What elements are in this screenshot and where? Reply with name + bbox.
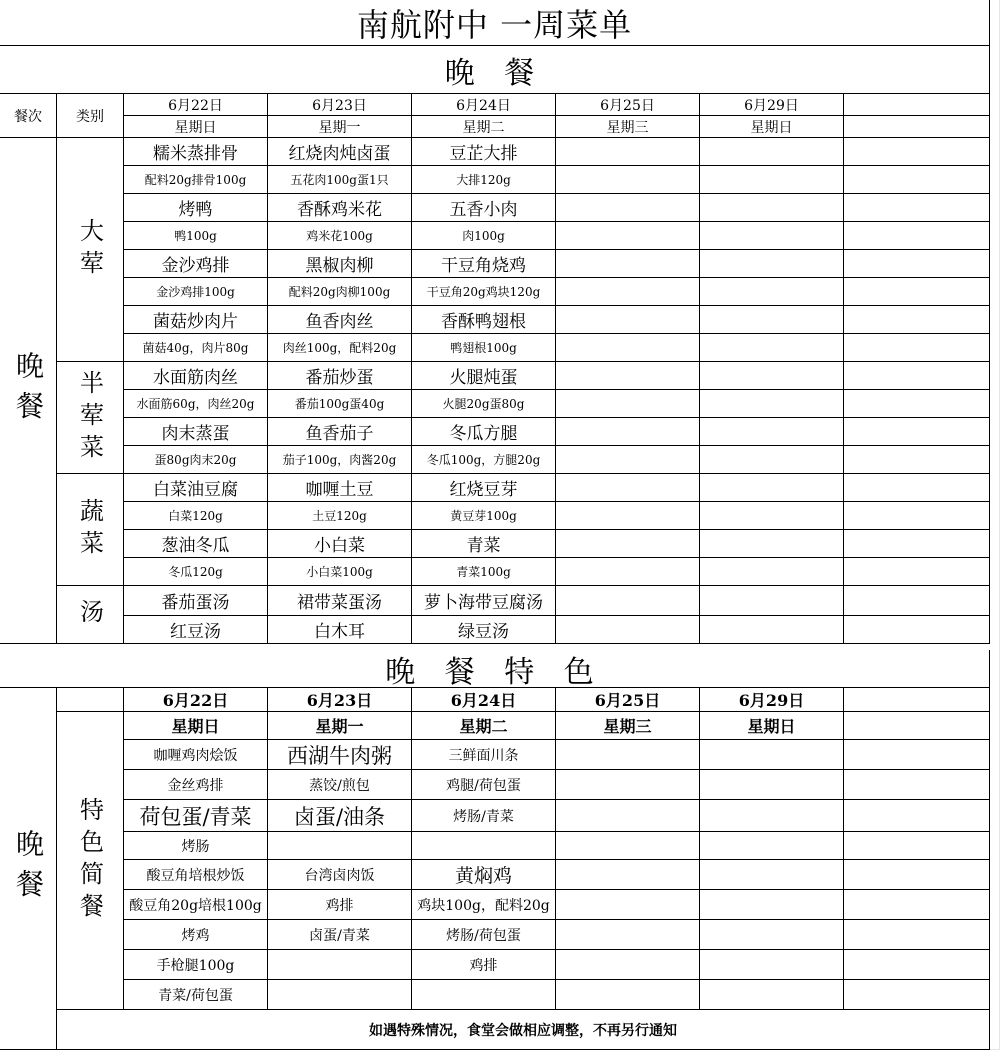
dish-detail: 金沙鸡排100g xyxy=(124,278,268,306)
empty-cell xyxy=(700,890,844,920)
section-title-special: 晚 餐 特 色 xyxy=(0,650,990,688)
empty-cell xyxy=(844,166,990,194)
category-label: 蔬菜 xyxy=(57,474,124,586)
dish-name: 番茄蛋汤 xyxy=(124,586,268,616)
dish-name: 白菜油豆腐 xyxy=(124,474,268,502)
empty-cell xyxy=(700,278,844,306)
empty-cell xyxy=(844,362,990,390)
header-date: 6月29日 xyxy=(700,94,844,116)
meal-label-dinner: 晚餐 xyxy=(0,138,57,644)
empty-cell xyxy=(844,278,990,306)
dish-name: 红豆汤 xyxy=(124,616,268,644)
dish-detail: 冬瓜100g，方腿20g xyxy=(412,446,556,474)
empty-cell xyxy=(700,138,844,166)
header-date: 6月25日 xyxy=(556,94,700,116)
special-dish: 鸡排 xyxy=(268,890,412,920)
empty-cell xyxy=(844,616,990,644)
dish-name: 金沙鸡排 xyxy=(124,250,268,278)
empty-cell xyxy=(990,0,1000,1050)
empty-cell xyxy=(700,950,844,980)
empty-cell xyxy=(700,586,844,616)
empty-cell xyxy=(844,446,990,474)
empty-cell xyxy=(844,116,990,138)
empty-cell xyxy=(556,362,700,390)
empty-cell xyxy=(844,860,990,890)
empty-cell xyxy=(700,502,844,530)
empty-cell xyxy=(700,616,844,644)
dish-name: 冬瓜方腿 xyxy=(412,418,556,446)
empty-cell xyxy=(700,860,844,890)
empty-cell xyxy=(700,770,844,800)
header-category: 类别 xyxy=(57,94,124,138)
empty-cell xyxy=(844,920,990,950)
special-dish: 酸豆角培根炒饭 xyxy=(124,860,268,890)
empty-cell xyxy=(844,194,990,222)
empty-cell xyxy=(844,586,990,616)
dish-name: 绿豆汤 xyxy=(412,616,556,644)
dish-name: 咖喱土豆 xyxy=(268,474,412,502)
dish-detail: 鸭翅根100g xyxy=(412,334,556,362)
empty-cell xyxy=(556,194,700,222)
header-weekday: 星期二 xyxy=(412,116,556,138)
empty-cell xyxy=(556,138,700,166)
special-dish: 烤肠/荷包蛋 xyxy=(412,920,556,950)
header-weekday: 星期日 xyxy=(700,116,844,138)
dish-name: 香酥鸡米花 xyxy=(268,194,412,222)
header-date: 6月24日 xyxy=(412,94,556,116)
empty-cell xyxy=(268,832,412,860)
empty-cell xyxy=(556,418,700,446)
special-dish: 咖喱鸡肉烩饭 xyxy=(124,740,268,770)
meal-label-special: 晚餐 xyxy=(0,688,57,1050)
empty-cell xyxy=(556,740,700,770)
special-weekday: 星期日 xyxy=(700,712,844,740)
empty-cell xyxy=(556,250,700,278)
special-dish: 烤肠 xyxy=(124,832,268,860)
special-dish: 卤蛋/青菜 xyxy=(268,920,412,950)
category-label: 大荤 xyxy=(57,138,124,362)
special-date: 6月22日 xyxy=(124,688,268,712)
dish-name: 鱼香茄子 xyxy=(268,418,412,446)
empty-cell xyxy=(700,166,844,194)
empty-cell xyxy=(700,558,844,586)
dish-detail: 五花肉100g蛋1只 xyxy=(268,166,412,194)
empty-cell xyxy=(556,800,700,832)
empty-cell xyxy=(556,306,700,334)
empty-cell xyxy=(700,194,844,222)
special-dish: 青菜/荷包蛋 xyxy=(124,980,268,1010)
dish-name: 豆芷大排 xyxy=(412,138,556,166)
special-weekday: 星期一 xyxy=(268,712,412,740)
empty-cell xyxy=(700,474,844,502)
special-date: 6月23日 xyxy=(268,688,412,712)
category-label: 半荤菜 xyxy=(57,362,124,474)
special-dish: 卤蛋/油条 xyxy=(268,800,412,832)
dish-name: 水面筋肉丝 xyxy=(124,362,268,390)
dish-name: 干豆角烧鸡 xyxy=(412,250,556,278)
special-date: 6月29日 xyxy=(700,688,844,712)
empty-cell xyxy=(700,222,844,250)
special-dish: 西湖牛肉粥 xyxy=(268,740,412,770)
dish-detail: 鸭100g xyxy=(124,222,268,250)
empty-cell xyxy=(556,390,700,418)
empty-cell xyxy=(844,740,990,770)
empty-cell xyxy=(556,334,700,362)
dish-name: 小白菜 xyxy=(268,530,412,558)
empty-cell xyxy=(556,474,700,502)
dish-name: 烤鸭 xyxy=(124,194,268,222)
dish-detail: 茄子100g，肉酱20g xyxy=(268,446,412,474)
dish-detail: 蛋80g肉末20g xyxy=(124,446,268,474)
empty-cell xyxy=(844,418,990,446)
dish-detail: 黄豆芽100g xyxy=(412,502,556,530)
empty-cell xyxy=(556,166,700,194)
special-weekday: 星期二 xyxy=(412,712,556,740)
special-date: 6月24日 xyxy=(412,688,556,712)
empty-cell xyxy=(700,446,844,474)
empty-cell xyxy=(844,138,990,166)
empty-cell xyxy=(556,890,700,920)
empty-cell xyxy=(844,530,990,558)
empty-cell xyxy=(700,800,844,832)
dish-name: 萝卜海带豆腐汤 xyxy=(412,586,556,616)
dish-detail: 冬瓜120g xyxy=(124,558,268,586)
header-weekday: 星期一 xyxy=(268,116,412,138)
empty-cell xyxy=(700,530,844,558)
empty-cell xyxy=(700,832,844,860)
special-dish: 鸡块100g，配料20g xyxy=(412,890,556,920)
special-weekday: 星期日 xyxy=(124,712,268,740)
empty-cell xyxy=(700,740,844,770)
empty-cell xyxy=(556,980,700,1010)
empty-cell xyxy=(556,502,700,530)
dish-detail: 土豆120g xyxy=(268,502,412,530)
empty-cell xyxy=(844,94,990,116)
empty-cell xyxy=(700,920,844,950)
empty-cell xyxy=(700,362,844,390)
notice-text: 如遇特殊情况，食堂会做相应调整，不再另行通知 xyxy=(57,1010,990,1050)
dish-name: 五香小肉 xyxy=(412,194,556,222)
empty-cell xyxy=(844,390,990,418)
dish-name: 红烧肉炖卤蛋 xyxy=(268,138,412,166)
dish-name: 火腿炖蛋 xyxy=(412,362,556,390)
page-title: 南航附中 一周菜单 xyxy=(0,0,990,46)
dish-detail: 大排120g xyxy=(412,166,556,194)
dish-detail: 菌菇40g，肉片80g xyxy=(124,334,268,362)
empty-cell xyxy=(700,250,844,278)
dish-name: 香酥鸭翅根 xyxy=(412,306,556,334)
dish-detail: 青菜100g xyxy=(412,558,556,586)
special-dish: 金丝鸡排 xyxy=(124,770,268,800)
dish-name: 鱼香肉丝 xyxy=(268,306,412,334)
empty-cell xyxy=(844,222,990,250)
category-label-special: 特色简餐 xyxy=(57,712,124,1010)
dish-detail: 肉100g xyxy=(412,222,556,250)
dish-name: 番茄炒蛋 xyxy=(268,362,412,390)
empty-cell xyxy=(556,920,700,950)
dish-name: 葱油冬瓜 xyxy=(124,530,268,558)
section-title-dinner: 晚 餐 xyxy=(0,46,990,94)
dish-name: 肉末蒸蛋 xyxy=(124,418,268,446)
empty-cell xyxy=(700,418,844,446)
empty-cell xyxy=(844,800,990,832)
special-dish: 台湾卤肉饭 xyxy=(268,860,412,890)
special-dish: 手枪腿100g xyxy=(124,950,268,980)
special-dish: 鸡排 xyxy=(412,950,556,980)
empty-cell xyxy=(844,980,990,1010)
empty-cell xyxy=(844,250,990,278)
special-dish: 荷包蛋/青菜 xyxy=(124,800,268,832)
empty-cell xyxy=(268,950,412,980)
dish-detail: 番茄100g蛋40g xyxy=(268,390,412,418)
empty-cell xyxy=(844,832,990,860)
dish-detail: 水面筋60g，肉丝20g xyxy=(124,390,268,418)
empty-cell xyxy=(556,278,700,306)
empty-cell xyxy=(556,860,700,890)
empty-cell xyxy=(844,558,990,586)
dish-detail: 配料20g肉柳100g xyxy=(268,278,412,306)
special-weekday: 星期三 xyxy=(556,712,700,740)
empty-cell xyxy=(844,770,990,800)
empty-cell xyxy=(844,712,990,740)
dish-detail: 肉丝100g，配料20g xyxy=(268,334,412,362)
special-dish: 鸡腿/荷包蛋 xyxy=(412,770,556,800)
empty-cell xyxy=(57,688,124,712)
dish-detail: 配料20g排骨100g xyxy=(124,166,268,194)
header-weekday: 星期日 xyxy=(124,116,268,138)
empty-cell xyxy=(844,890,990,920)
empty-cell xyxy=(556,446,700,474)
empty-cell xyxy=(844,334,990,362)
dish-detail: 干豆角20g鸡块120g xyxy=(412,278,556,306)
special-date: 6月25日 xyxy=(556,688,700,712)
dish-name: 白木耳 xyxy=(268,616,412,644)
dish-name: 黑椒肉柳 xyxy=(268,250,412,278)
header-meal: 餐次 xyxy=(0,94,57,138)
dish-detail: 火腿20g蛋80g xyxy=(412,390,556,418)
dish-name: 青菜 xyxy=(412,530,556,558)
empty-cell xyxy=(844,474,990,502)
empty-cell xyxy=(556,586,700,616)
header-date: 6月22日 xyxy=(124,94,268,116)
special-dish: 烤鸡 xyxy=(124,920,268,950)
dish-detail: 白菜120g xyxy=(124,502,268,530)
empty-cell xyxy=(556,558,700,586)
empty-cell xyxy=(412,980,556,1010)
dish-detail: 鸡米花100g xyxy=(268,222,412,250)
empty-cell xyxy=(844,502,990,530)
special-dish: 烤肠/青菜 xyxy=(412,800,556,832)
special-dish: 三鲜面川条 xyxy=(412,740,556,770)
empty-cell xyxy=(268,980,412,1010)
empty-cell xyxy=(700,980,844,1010)
category-label: 汤 xyxy=(57,586,124,644)
dish-name: 裙带菜蛋汤 xyxy=(268,586,412,616)
empty-cell xyxy=(556,222,700,250)
empty-cell xyxy=(412,832,556,860)
dish-name: 菌菇炒肉片 xyxy=(124,306,268,334)
empty-cell xyxy=(700,334,844,362)
empty-cell xyxy=(556,770,700,800)
empty-cell xyxy=(700,390,844,418)
dish-name: 红烧豆芽 xyxy=(412,474,556,502)
dish-detail: 小白菜100g xyxy=(268,558,412,586)
dish-name: 糯米蒸排骨 xyxy=(124,138,268,166)
empty-cell xyxy=(556,950,700,980)
empty-cell xyxy=(844,950,990,980)
empty-cell xyxy=(556,832,700,860)
empty-cell xyxy=(556,530,700,558)
special-dish: 蒸饺/煎包 xyxy=(268,770,412,800)
header-date: 6月23日 xyxy=(268,94,412,116)
special-dish: 黄焖鸡 xyxy=(412,860,556,890)
header-weekday: 星期三 xyxy=(556,116,700,138)
empty-cell xyxy=(700,306,844,334)
empty-cell xyxy=(844,688,990,712)
empty-cell xyxy=(844,306,990,334)
empty-cell xyxy=(556,616,700,644)
special-dish: 酸豆角20g培根100g xyxy=(124,890,268,920)
